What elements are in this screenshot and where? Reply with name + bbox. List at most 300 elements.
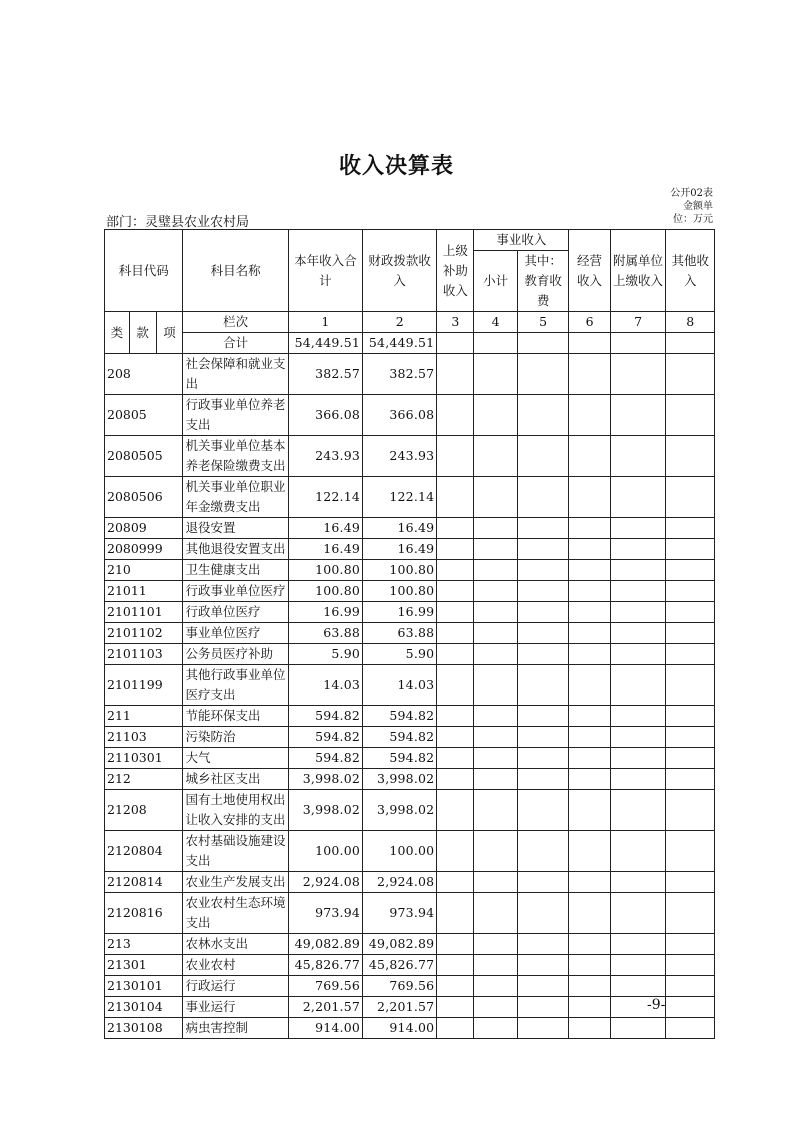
subject-code-cell: 2101102 [105, 623, 183, 644]
fiscal-appropriation-cell: 16.99 [363, 602, 437, 623]
empty-cell [666, 665, 715, 706]
total-income-cell: 14.03 [288, 665, 362, 706]
subject-name-cell: 公务员医疗补助 [183, 644, 288, 665]
empty-cell [437, 727, 474, 748]
empty-cell [610, 769, 666, 790]
empty-cell [437, 602, 474, 623]
total-income-cell: 16.49 [288, 539, 362, 560]
table-row [105, 518, 715, 539]
subject-code-cell: 2080999 [105, 539, 183, 560]
fiscal-appropriation-cell: 100.80 [363, 560, 437, 581]
empty-cell [517, 665, 569, 706]
table-row [105, 769, 715, 790]
subject-code-cell: 210 [105, 560, 183, 581]
empty-cell [666, 790, 715, 831]
empty-cell [666, 872, 715, 893]
empty-cell [437, 976, 474, 997]
fiscal-appropriation-cell: 382.57 [363, 354, 437, 395]
total-income-cell: 100.80 [288, 581, 362, 602]
empty-cell [517, 436, 569, 477]
empty-cell [569, 560, 610, 581]
empty-cell [517, 976, 569, 997]
empty-cell [437, 790, 474, 831]
empty-cell [437, 539, 474, 560]
empty-cell [666, 560, 715, 581]
empty-cell [569, 665, 610, 706]
total-income-cell: 16.49 [288, 518, 362, 539]
total-income-cell: 16.99 [288, 602, 362, 623]
fiscal-appropriation-cell: 243.93 [363, 436, 437, 477]
empty-cell [517, 934, 569, 955]
empty-cell [610, 539, 666, 560]
header-education-fees: 其中：教育收费 [517, 251, 569, 312]
subject-code-cell: 211 [105, 706, 183, 727]
total-fiscal-value: 54,449.51 [363, 333, 437, 354]
empty-cell [474, 581, 517, 602]
subject-name-cell: 行政运行 [183, 976, 288, 997]
subject-name-cell: 农业农村 [183, 955, 288, 976]
empty-cell [666, 934, 715, 955]
empty-cell [569, 790, 610, 831]
subject-name-cell: 农业生产发展支出 [183, 872, 288, 893]
empty-cell [666, 436, 715, 477]
table-row [105, 477, 715, 518]
subject-code-cell: 21103 [105, 727, 183, 748]
table-row [105, 1018, 715, 1039]
table-row [105, 790, 715, 831]
empty-cell [610, 665, 666, 706]
fiscal-appropriation-cell: 16.49 [363, 518, 437, 539]
subject-code-cell: 21208 [105, 790, 183, 831]
empty-cell [437, 1018, 474, 1039]
header-other-income: 其他收入 [666, 230, 715, 312]
column-index: 4 [474, 312, 517, 333]
header-fiscal-appropriation: 财政拨款收入 [363, 230, 437, 312]
total-income-cell: 366.08 [288, 395, 362, 436]
fiscal-appropriation-cell: 769.56 [363, 976, 437, 997]
subject-name-cell: 行政事业单位医疗 [183, 581, 288, 602]
fiscal-appropriation-cell: 122.14 [363, 477, 437, 518]
fiscal-appropriation-cell: 16.49 [363, 539, 437, 560]
table-row [105, 831, 715, 872]
total-income-cell: 122.14 [288, 477, 362, 518]
empty-cell [437, 623, 474, 644]
empty-cell [517, 893, 569, 934]
empty-cell [474, 644, 517, 665]
header-class: 类 [105, 312, 130, 354]
empty-cell [610, 623, 666, 644]
empty-cell [474, 997, 517, 1018]
empty-cell [610, 560, 666, 581]
empty-cell [666, 893, 715, 934]
empty-cell [610, 706, 666, 727]
total-income-cell: 243.93 [288, 436, 362, 477]
subject-name-cell: 退役安置 [183, 518, 288, 539]
empty-cell [569, 436, 610, 477]
empty-cell [569, 354, 610, 395]
subject-name-cell: 社会保障和就业支出 [183, 354, 288, 395]
table-row [105, 623, 715, 644]
empty-cell [517, 997, 569, 1018]
empty-cell [666, 997, 715, 1018]
table-body [105, 354, 715, 1039]
empty-cell [569, 539, 610, 560]
empty-cell [610, 644, 666, 665]
empty-cell [666, 831, 715, 872]
income-table [104, 229, 715, 1039]
empty-cell [569, 623, 610, 644]
fiscal-appropriation-cell: 45,826.77 [363, 955, 437, 976]
table-row [105, 602, 715, 623]
subject-name-cell: 农林水支出 [183, 934, 288, 955]
empty-cell [474, 831, 517, 872]
empty-cell [569, 518, 610, 539]
subject-code-cell: 21011 [105, 581, 183, 602]
empty-cell [610, 790, 666, 831]
table-row [105, 976, 715, 997]
fiscal-appropriation-cell: 594.82 [363, 727, 437, 748]
total-income-cell: 594.82 [288, 706, 362, 727]
fiscal-appropriation-cell: 3,998.02 [363, 790, 437, 831]
empty-cell [517, 955, 569, 976]
total-income-cell: 5.90 [288, 644, 362, 665]
subject-name-cell: 节能环保支出 [183, 706, 288, 727]
total-income-value: 54,449.51 [288, 333, 362, 354]
empty-cell [569, 872, 610, 893]
header-superior-subsidy: 上级补助收入 [437, 230, 474, 312]
subject-name-cell: 国有土地使用权出让收入安排的支出 [183, 790, 288, 831]
empty-cell [437, 560, 474, 581]
empty-cell [610, 477, 666, 518]
unit-label: 金额单位：万元 [673, 201, 713, 225]
empty-cell [569, 976, 610, 997]
total-income-cell: 2,201.57 [288, 997, 362, 1018]
total-income-cell: 45,826.77 [288, 955, 362, 976]
empty-cell [666, 518, 715, 539]
table-row [105, 706, 715, 727]
empty-cell [437, 893, 474, 934]
empty-cell [517, 790, 569, 831]
empty-cell [610, 893, 666, 934]
table-row [105, 395, 715, 436]
fiscal-appropriation-cell: 973.94 [363, 893, 437, 934]
page-number: -9- [647, 997, 666, 1013]
empty-cell [437, 934, 474, 955]
empty-cell [437, 831, 474, 872]
subject-code-cell: 20809 [105, 518, 183, 539]
empty-cell [517, 706, 569, 727]
fiscal-appropriation-cell: 2,201.57 [363, 997, 437, 1018]
empty-cell [517, 560, 569, 581]
subject-code-cell: 2101199 [105, 665, 183, 706]
empty-cell [474, 769, 517, 790]
empty-cell [517, 748, 569, 769]
column-index: 1 [288, 312, 362, 333]
total-income-cell: 973.94 [288, 893, 362, 934]
empty-cell [610, 872, 666, 893]
empty-cell [569, 934, 610, 955]
fiscal-appropriation-cell: 366.08 [363, 395, 437, 436]
total-income-cell: 100.00 [288, 831, 362, 872]
total-income-cell: 100.80 [288, 560, 362, 581]
header-section: 款 [129, 312, 156, 354]
department-label: 部门：灵璧县农业农村局 [106, 215, 250, 230]
empty-cell [666, 354, 715, 395]
table-row [105, 893, 715, 934]
subject-name-cell: 农村基础设施建设支出 [183, 831, 288, 872]
empty-cell [437, 706, 474, 727]
empty-cell [610, 581, 666, 602]
subject-name-cell: 城乡社区支出 [183, 769, 288, 790]
subject-code-cell: 20805 [105, 395, 183, 436]
empty-cell [517, 602, 569, 623]
column-index: 8 [666, 312, 715, 333]
header-subject-name: 科目名称 [183, 230, 288, 312]
fiscal-appropriation-cell: 594.82 [363, 706, 437, 727]
empty-cell [437, 354, 474, 395]
empty-cell [474, 727, 517, 748]
empty-cell [517, 1018, 569, 1039]
subject-name-cell: 行政单位医疗 [183, 602, 288, 623]
empty-cell [666, 623, 715, 644]
empty-cell [517, 581, 569, 602]
empty-cell [517, 623, 569, 644]
empty-cell [474, 560, 517, 581]
empty-cell [437, 395, 474, 436]
form-code: 公开02表 [670, 188, 713, 199]
empty-cell [437, 518, 474, 539]
empty-cell [610, 976, 666, 997]
empty-cell [610, 395, 666, 436]
page-title: 收入决算表 [338, 153, 454, 179]
subject-name-cell: 大气 [183, 748, 288, 769]
fiscal-appropriation-cell: 63.88 [363, 623, 437, 644]
empty-cell [666, 769, 715, 790]
empty-cell [569, 769, 610, 790]
empty-cell [666, 602, 715, 623]
table-row [105, 539, 715, 560]
fiscal-appropriation-cell: 100.80 [363, 581, 437, 602]
subject-name-cell: 事业运行 [183, 997, 288, 1018]
total-income-cell: 769.56 [288, 976, 362, 997]
empty-cell [517, 354, 569, 395]
empty-cell [517, 518, 569, 539]
empty-cell [610, 602, 666, 623]
table-row [105, 665, 715, 706]
subject-name-cell: 其他行政事业单位医疗支出 [183, 665, 288, 706]
subject-name-cell: 农业农村生态环境支出 [183, 893, 288, 934]
empty-cell [474, 872, 517, 893]
empty-cell [474, 748, 517, 769]
header-item: 项 [156, 312, 183, 354]
empty-cell [569, 1018, 610, 1039]
header-affiliated-income: 附属单位上缴收入 [610, 230, 666, 312]
empty-cell [666, 955, 715, 976]
total-income-cell: 2,924.08 [288, 872, 362, 893]
empty-cell [610, 934, 666, 955]
empty-cell [474, 395, 517, 436]
header-total-income: 本年收入合计 [288, 230, 362, 312]
empty-cell [569, 955, 610, 976]
table-row [105, 997, 715, 1018]
empty-cell [569, 602, 610, 623]
empty-cell [569, 644, 610, 665]
column-index: 3 [437, 312, 474, 333]
empty-cell [517, 477, 569, 518]
subject-code-cell: 212 [105, 769, 183, 790]
empty-cell [437, 436, 474, 477]
empty-cell [517, 539, 569, 560]
subject-name-cell: 病虫害控制 [183, 1018, 288, 1039]
empty-cell [610, 1018, 666, 1039]
empty-cell [666, 727, 715, 748]
empty-cell [474, 623, 517, 644]
empty-cell [474, 602, 517, 623]
column-index-label: 栏次 [183, 312, 288, 333]
empty-cell [437, 872, 474, 893]
empty-cell [569, 706, 610, 727]
total-income-cell: 914.00 [288, 1018, 362, 1039]
empty-cell [437, 769, 474, 790]
empty-cell [437, 665, 474, 706]
total-income-cell: 3,998.02 [288, 769, 362, 790]
empty-cell [474, 955, 517, 976]
empty-cell [666, 644, 715, 665]
total-income-cell: 3,998.02 [288, 790, 362, 831]
empty-cell [610, 518, 666, 539]
empty-cell [610, 354, 666, 395]
empty-cell [610, 436, 666, 477]
subject-code-cell: 21301 [105, 955, 183, 976]
table-row [105, 581, 715, 602]
total-income-cell: 63.88 [288, 623, 362, 644]
empty-cell [666, 748, 715, 769]
header-business-income: 事业收入 [474, 230, 569, 251]
empty-cell [474, 665, 517, 706]
fiscal-appropriation-cell: 100.00 [363, 831, 437, 872]
empty-cell [610, 831, 666, 872]
empty-cell [474, 934, 517, 955]
empty-cell [569, 477, 610, 518]
empty-cell [474, 790, 517, 831]
subject-code-cell: 2120814 [105, 872, 183, 893]
subject-name-cell: 事业单位医疗 [183, 623, 288, 644]
empty-cell [474, 539, 517, 560]
subject-code-cell: 2101103 [105, 644, 183, 665]
total-label: 合计 [183, 333, 288, 354]
empty-cell [474, 354, 517, 395]
fiscal-appropriation-cell: 49,082.89 [363, 934, 437, 955]
empty-cell [517, 831, 569, 872]
total-income-cell: 49,082.89 [288, 934, 362, 955]
header-subtotal: 小计 [474, 251, 517, 312]
table-row [105, 354, 715, 395]
empty-cell [474, 518, 517, 539]
table-row [105, 934, 715, 955]
empty-cell [666, 477, 715, 518]
empty-cell [437, 997, 474, 1018]
column-index: 2 [363, 312, 437, 333]
subject-name-cell: 其他退役安置支出 [183, 539, 288, 560]
fiscal-appropriation-cell: 914.00 [363, 1018, 437, 1039]
empty-cell [569, 893, 610, 934]
subject-code-cell: 2080506 [105, 477, 183, 518]
fiscal-appropriation-cell: 2,924.08 [363, 872, 437, 893]
fiscal-appropriation-cell: 594.82 [363, 748, 437, 769]
empty-cell [610, 727, 666, 748]
table-row [105, 560, 715, 581]
subject-code-cell: 2120804 [105, 831, 183, 872]
empty-cell [569, 581, 610, 602]
empty-cell [666, 581, 715, 602]
empty-cell [517, 769, 569, 790]
table-row [105, 748, 715, 769]
empty-cell [437, 581, 474, 602]
subject-code-cell: 2130101 [105, 976, 183, 997]
header-operating-income: 经营收入 [569, 230, 610, 312]
column-index: 5 [517, 312, 569, 333]
fiscal-appropriation-cell: 3,998.02 [363, 769, 437, 790]
empty-cell [474, 706, 517, 727]
empty-cell [517, 395, 569, 436]
empty-cell [569, 831, 610, 872]
empty-cell [474, 1018, 517, 1039]
subject-code-cell: 213 [105, 934, 183, 955]
empty-cell [569, 748, 610, 769]
empty-cell [437, 477, 474, 518]
subject-name-cell: 污染防治 [183, 727, 288, 748]
empty-cell [474, 436, 517, 477]
empty-cell [517, 872, 569, 893]
fiscal-appropriation-cell: 5.90 [363, 644, 437, 665]
subject-name-cell: 机关事业单位职业年金缴费支出 [183, 477, 288, 518]
subject-code-cell: 2101101 [105, 602, 183, 623]
subject-code-cell: 2120816 [105, 893, 183, 934]
subject-code-cell: 208 [105, 354, 183, 395]
table-row [105, 727, 715, 748]
form-meta [669, 187, 713, 226]
empty-cell [666, 1018, 715, 1039]
subject-code-cell: 2080505 [105, 436, 183, 477]
empty-cell [437, 748, 474, 769]
empty-cell [666, 539, 715, 560]
empty-cell [437, 644, 474, 665]
empty-cell [474, 976, 517, 997]
empty-cell [610, 955, 666, 976]
total-income-cell: 594.82 [288, 748, 362, 769]
subject-code-cell: 2130104 [105, 997, 183, 1018]
empty-cell [569, 395, 610, 436]
empty-cell [569, 997, 610, 1018]
subject-name-cell: 行政事业单位养老支出 [183, 395, 288, 436]
subject-code-cell: 2130108 [105, 1018, 183, 1039]
table-row [105, 644, 715, 665]
empty-cell [437, 955, 474, 976]
empty-cell [517, 644, 569, 665]
empty-cell [610, 748, 666, 769]
table-row [105, 872, 715, 893]
empty-cell [666, 706, 715, 727]
empty-cell [517, 727, 569, 748]
subject-name-cell: 卫生健康支出 [183, 560, 288, 581]
empty-cell [474, 477, 517, 518]
column-index: 6 [569, 312, 610, 333]
empty-cell [666, 395, 715, 436]
column-index: 7 [610, 312, 666, 333]
total-income-cell: 382.57 [288, 354, 362, 395]
empty-cell [666, 976, 715, 997]
empty-cell [474, 893, 517, 934]
